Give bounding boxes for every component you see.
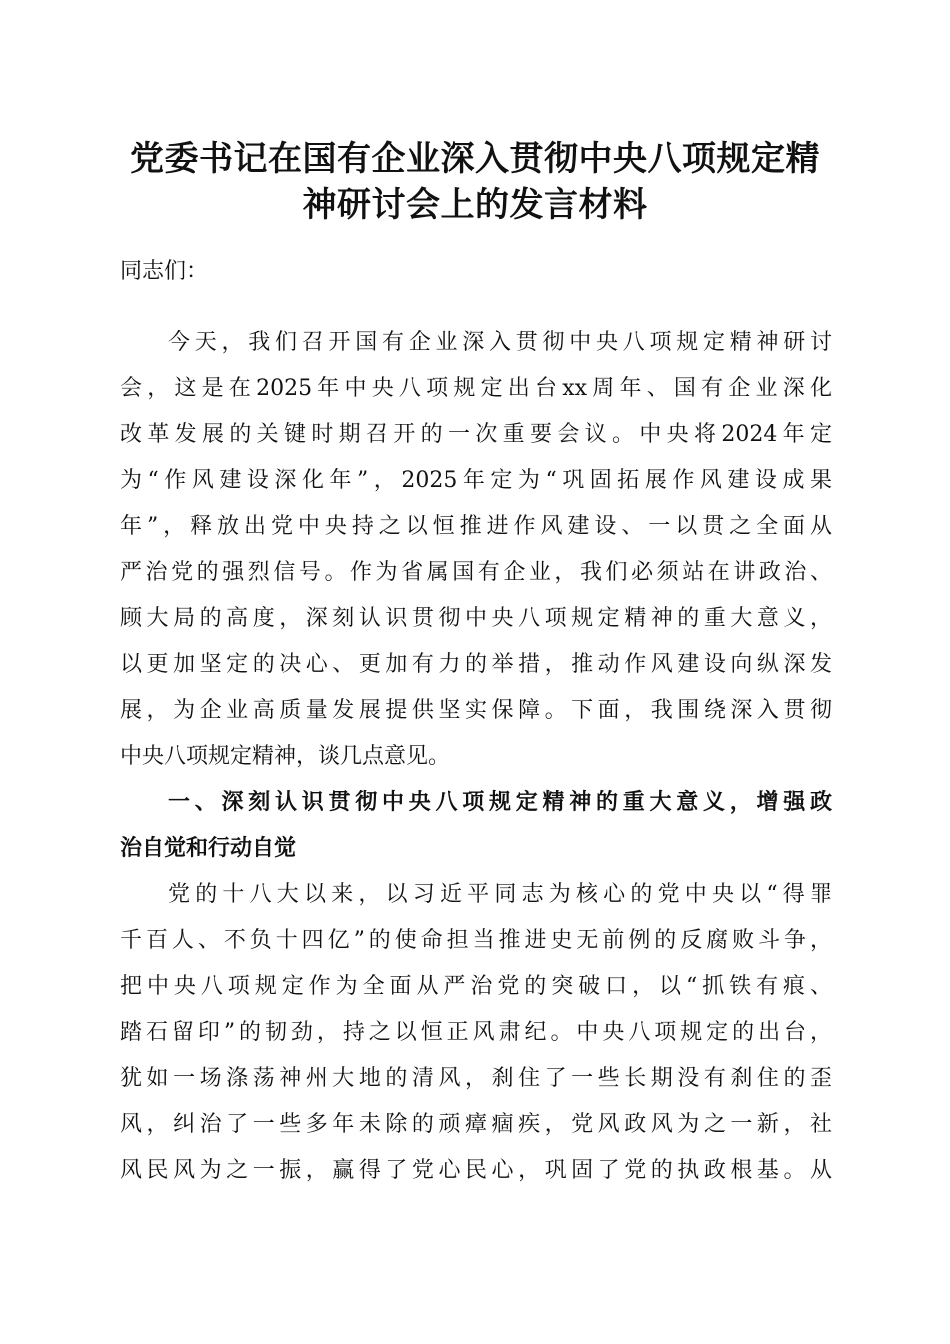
paragraph-2-line: 风民风为之一振，赢得了党心民心，巩固了党的执政根基。从 [120, 1158, 832, 1183]
document-title-line-1: 党委书记在国有企业深入贯彻中央八项规定精 [130, 139, 820, 179]
paragraph-1-line: 年”，释放出党中央持之以恒推进作风建设、一以贯之全面从 [120, 514, 832, 539]
paragraph-1-line: 严治党的强烈信号。作为省属国有企业，我们必须站在讲政治、 [120, 560, 832, 585]
paragraph-2-line: 千百人、不负十四亿”的使命担当推进史无前例的反腐败斗争， [120, 928, 832, 953]
section-1-heading-line: 一、深刻认识贯彻中央八项规定精神的重大意义，增强政 [168, 790, 832, 815]
paragraph-2-line: 踏石留印”的韧劲，持之以恒正风肃纪。中央八项规定的出台， [120, 1020, 832, 1045]
paragraph-1-line: 为“作风建设深化年”，2025年定为“巩固拓展作风建设成果 [120, 468, 832, 493]
paragraph-2-line: 把中央八项规定作为全面从严治党的突破口，以“抓铁有痕、 [120, 974, 832, 999]
document-title-line-2: 神研讨会上的发言材料 [302, 185, 648, 225]
paragraph-1-line: 改革发展的关键时期召开的一次重要会议。中央将2024年定 [120, 422, 832, 447]
paragraph-2-line: 犹如一场涤荡神州大地的清风，刹住了一些长期没有刹住的歪 [120, 1066, 832, 1091]
paragraph-2-line: 风，纠治了一些多年未除的顽瘴痼疾，党风政风为之一新，社 [120, 1112, 832, 1137]
paragraph-1-line: 中央八项规定精神，谈几点意见。 [120, 744, 451, 769]
paragraph-2-line: 党的十八大以来，以习近平同志为核心的党中央以“得罪 [168, 882, 832, 907]
paragraph-1-line: 会，这是在2025年中央八项规定出台xx周年、国有企业深化 [120, 376, 832, 401]
section-1-heading-line: 治自觉和行动自觉 [120, 836, 297, 861]
paragraph-1-line: 以更加坚定的决心、更加有力的举措，推动作风建设向纵深发 [120, 652, 832, 677]
paragraph-1-line: 今天，我们召开国有企业深入贯彻中央八项规定精神研讨 [168, 330, 832, 355]
salutation: 同志们： [120, 259, 209, 284]
paragraph-1-line: 顾大局的高度，深刻认识贯彻中央八项规定精神的重大意义， [120, 606, 832, 631]
paragraph-1-line: 展，为企业高质量发展提供坚实保障。下面，我围绕深入贯彻 [120, 698, 832, 723]
